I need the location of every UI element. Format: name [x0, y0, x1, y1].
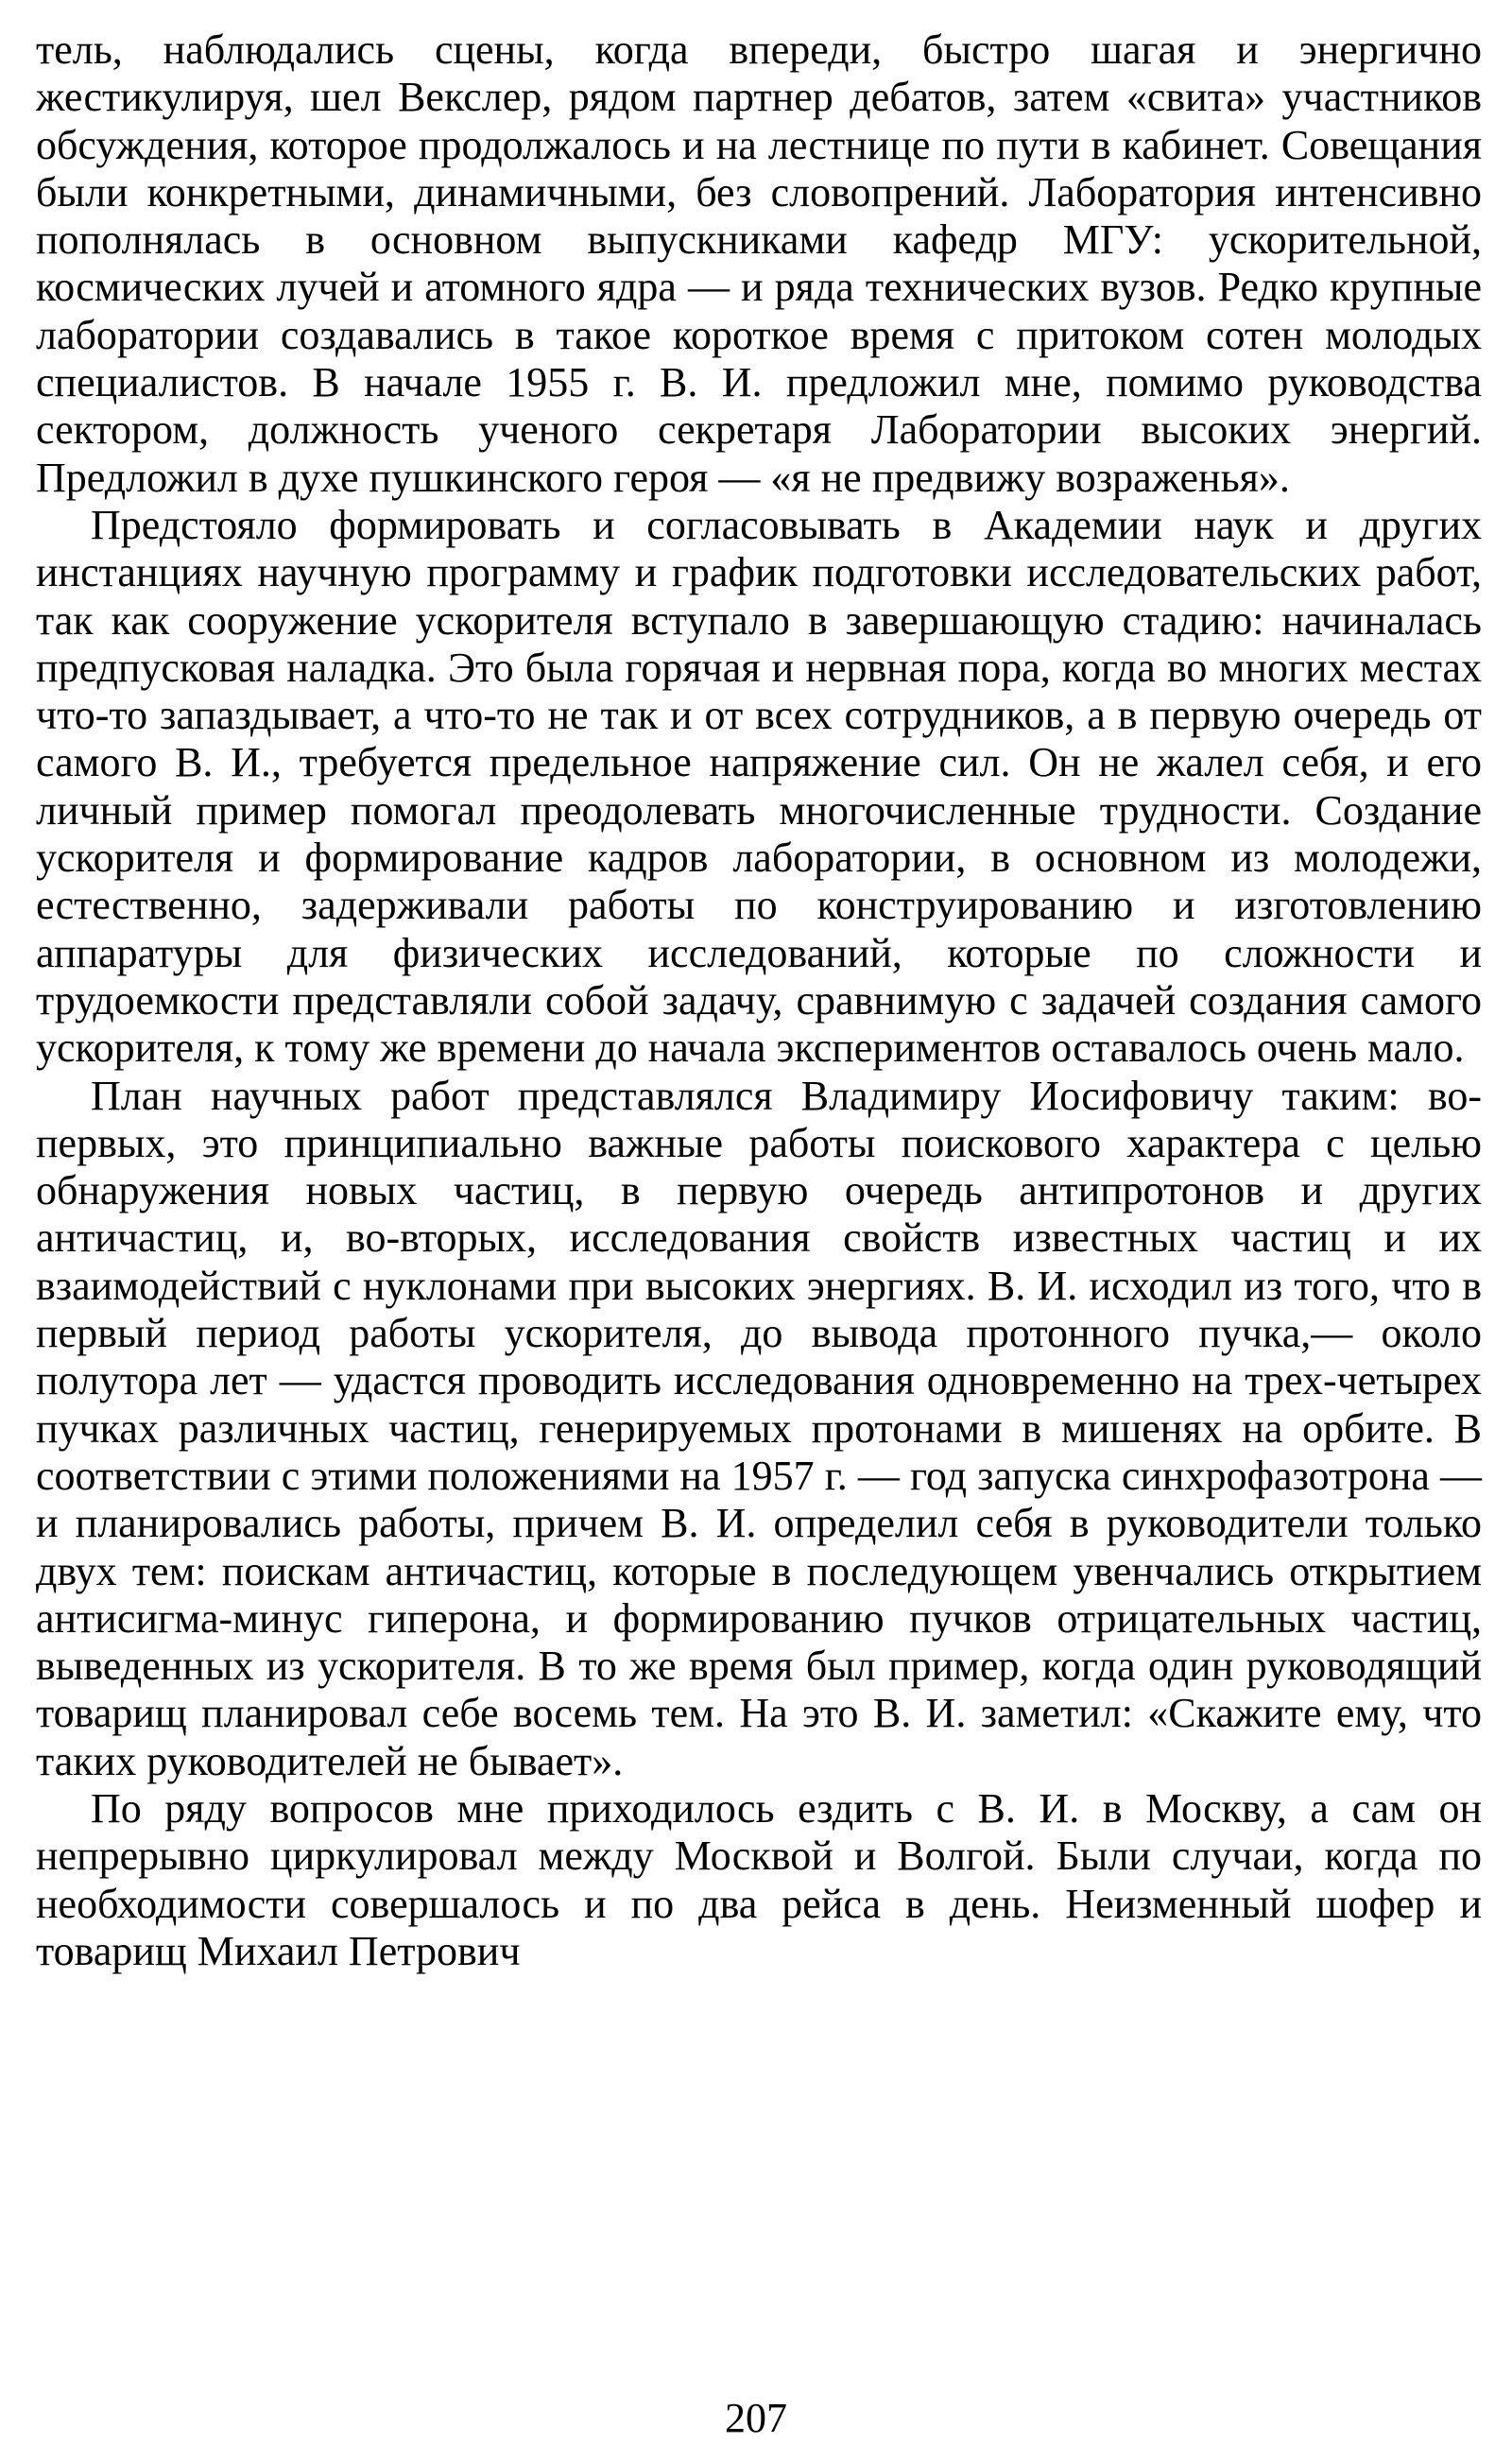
page-number: 207 [725, 2395, 787, 2441]
paragraph-3: План научных работ представлялся Владимиру Иосифовичу таким: во-первых, это принципиально важные работы поискового характера с целью обнаружения новых частиц, в первую очередь антипротонов и других античастиц, и, во-вторых, исследования свойств известных частиц и их взаимодействий с нуклонами при высоких энергиях. В. И. исходил из того, что в первый период работы ускорителя, до вывода протонного пучка,— около полутора лет — удастся проводить исследования одновременно на трех-четырех пучках различных частиц, генерируемых протонами в мишенях на орбите. В соответствии с этими положениями на 1957 г. — год запуска синхрофазотрона — и планировались работы, причем В. И. определил себя в руководители только двух тем: поискам античастиц, которые в последующем увенчались открытием антисигма-минус гиперона, и формированию пучков отрицательных частиц, выведенных из ускорителя. В то же время был пример, когда один руководящий товарищ планировал себе восемь тем. На это В. И. заметил: «Скажите ему, что таких руководителей не бывает». [36, 1072, 1482, 1784]
paragraph-4: По ряду вопросов мне приходилось ездить с В. И. в Москву, а сам он непрерывно циркулировал между Москвой и Волгой. Были случаи, когда по необходимости совершалось и по два рейса в день. Неизменный шофер и товарищ Михаил Петрович [36, 1784, 1482, 1974]
body-text [36, 26, 1482, 1975]
paragraph-1: тель, наблюдались сцены, когда впереди, быстро шагая и энергично жестикулируя, шел Векслер, рядом партнер дебатов, затем «свита» участников обсуждения, которое продолжалось и на лестнице по пути в кабинет. Совещания были конкретными, динамичными, без словопрений. Лаборатория интенсивно пополнялась в основном выпускниками кафедр МГУ: ускорительной, космических лучей и атомного ядра — и ряда технических вузов. Редко крупные лаборатории создавались в такое короткое время с притоком сотен молодых специалистов. В начале 1955 г. В. И. предложил мне, помимо руководства сектором, должность ученого секретаря Лаборатории высоких энергий. Предложил в духе пушкинского героя — «я не предвижу возраженья». [36, 26, 1482, 501]
paragraph-2: Предстояло формировать и согласовывать в Академии наук и других инстанциях научную программу и график подготовки исследовательских работ, так как сооружение ускорителя вступало в завершающую стадию: начиналась предпусковая наладка. Это была горячая и нервная пора, когда во многих местах что-то запаздывает, а что-то не так и от всех сотрудников, а в первую очередь от самого В. И., требуется предельное напряжение сил. Он не жалел себя, и его личный пример помогал преодолевать многочисленные трудности. Создание ускорителя и формирование кадров лаборатории, в основном из молодежи, естественно, задерживали работы по конструированию и изготовлению аппаратуры для физических исследований, которые по сложности и трудоемкости представляли собой задачу, сравнимую с задачей создания самого ускорителя, к тому же времени до начала экспериментов оставалось очень мало. [36, 501, 1482, 1072]
